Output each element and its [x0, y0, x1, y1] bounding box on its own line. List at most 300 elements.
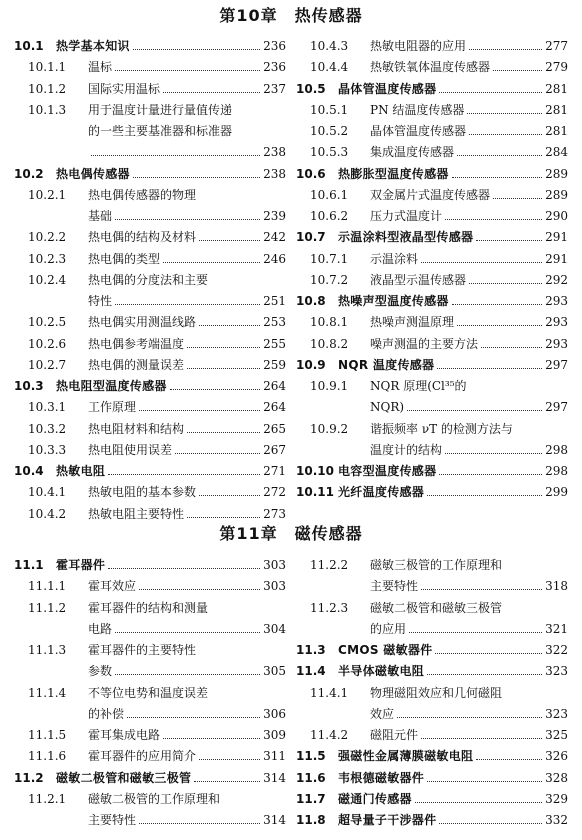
page-number: 318	[545, 579, 568, 594]
toc-entry-line[interactable]	[296, 746, 568, 767]
entry-title: 磁通门传感器	[338, 791, 412, 806]
page-number: 332	[545, 813, 568, 827]
section-number: 10.5.3	[310, 145, 349, 160]
page-number: 303	[263, 558, 286, 572]
toc-entry-line[interactable]	[296, 683, 568, 704]
toc-entry-line[interactable]	[14, 725, 286, 746]
entry-title: 霍耳器件	[56, 558, 106, 572]
entry-title: NQR 原理(Cl³⁵的	[370, 379, 467, 393]
page-number: 264	[263, 379, 286, 393]
toc-entry-line[interactable]	[14, 270, 286, 291]
chapter-10-right-column	[296, 36, 568, 504]
section-number: 11.1.1	[28, 579, 67, 594]
dot-leader	[115, 70, 260, 71]
section-number: 11.2.2	[310, 558, 349, 572]
toc-entry-line[interactable]	[14, 440, 286, 461]
entry-title: 热敏电阻主要特性	[88, 506, 185, 521]
page-number: 291	[545, 230, 568, 245]
section-number: 10.2.4	[28, 272, 67, 287]
toc-entry-line[interactable]	[14, 206, 286, 227]
dot-leader	[469, 283, 542, 284]
page-number: 298	[545, 464, 568, 478]
section-number: 10.8.2	[310, 336, 349, 351]
page-number: 238	[263, 145, 286, 160]
toc-entry-line[interactable]	[14, 704, 286, 725]
dot-leader	[194, 781, 260, 782]
page-number: 323	[545, 706, 568, 721]
section-number: 10.1.1	[28, 60, 67, 75]
dot-leader	[469, 134, 542, 135]
entry-title: 磁敏二极管和磁敏三极管	[56, 770, 192, 785]
toc-entry-line[interactable]	[296, 291, 568, 312]
entry-title: 的一些主要基准器和标准器	[88, 124, 233, 138]
section-number: 10.6	[296, 166, 326, 181]
toc-entry-line[interactable]	[14, 397, 286, 418]
page-number: 304	[263, 621, 286, 636]
entry-title: 液晶型示温传感器	[370, 272, 467, 287]
dot-leader	[108, 568, 260, 569]
entry-title: 示温涂料型液晶型传感器	[338, 230, 474, 245]
page-number: 297	[545, 400, 568, 415]
dot-leader	[187, 347, 260, 348]
toc-entry-line[interactable]	[296, 725, 568, 746]
section-number: 10.2.6	[28, 336, 67, 351]
entry-title: 谐振频率 νT 的检测方法与	[370, 421, 513, 436]
toc-entry-line[interactable]	[296, 142, 568, 163]
entry-title: 热电阻材料和结构	[88, 421, 185, 436]
section-number: 10.8.1	[310, 315, 349, 330]
toc-entry-line[interactable]	[296, 334, 568, 355]
dot-leader	[435, 653, 542, 654]
toc-entry-line[interactable]	[296, 661, 568, 682]
entry-title: 主要特性	[370, 579, 419, 594]
entry-title: 示温涂料	[370, 251, 419, 266]
page-number: 271	[263, 464, 286, 478]
page-number: 284	[545, 145, 568, 160]
page-number: 314	[263, 770, 286, 785]
chapter-11-left-column	[14, 555, 286, 831]
dot-leader	[493, 198, 542, 199]
dot-leader	[139, 823, 260, 824]
entry-title: 强磁性金属薄膜磁敏电阻	[338, 749, 474, 764]
entry-title: 热噪声测温原理	[370, 315, 455, 330]
entry-title: 工作原理	[88, 400, 137, 415]
dot-leader	[187, 517, 260, 518]
toc-entry-line[interactable]	[14, 746, 286, 767]
entry-title: 双金属片式温度传感器	[370, 187, 491, 202]
dot-leader	[133, 49, 260, 50]
dot-leader	[421, 738, 542, 739]
toc-entry-line[interactable]	[14, 598, 286, 619]
toc-entry-line[interactable]	[296, 57, 568, 78]
entry-title: 热噪声型温度传感器	[338, 294, 449, 308]
page-number: 281	[545, 102, 568, 117]
section-number: 11.4	[296, 664, 326, 679]
dot-leader	[199, 240, 260, 241]
toc-entry-line[interactable]	[14, 504, 286, 525]
toc-entry-line[interactable]	[14, 142, 286, 163]
entry-title: 热敏电阻器的应用	[370, 39, 467, 53]
page-number: 325	[545, 728, 568, 742]
page-number: 281	[545, 124, 568, 138]
dot-leader	[439, 92, 542, 93]
section-number: 10.1	[14, 39, 44, 53]
dot-leader	[476, 759, 542, 760]
entry-title: 光纤温度传感器	[338, 485, 425, 500]
section-number: 11.2.1	[28, 791, 67, 806]
dot-leader	[139, 410, 260, 411]
section-number: 10.3.2	[28, 421, 67, 436]
toc-entry-line[interactable]	[14, 164, 286, 185]
page-number: 272	[263, 485, 286, 500]
toc-entry-line[interactable]	[296, 576, 568, 597]
entry-title: 半导体磁敏电阻	[338, 664, 425, 679]
page-number: 290	[545, 209, 568, 223]
toc-entry-line[interactable]	[14, 576, 286, 597]
page-number: 293	[545, 294, 568, 308]
entry-title: 晶体管温度传感器	[370, 124, 467, 138]
entry-title: 参数	[88, 664, 113, 679]
entry-title: 磁敏三极管的工作原理和	[370, 558, 503, 572]
page-number: 253	[263, 315, 286, 330]
page-number: 236	[263, 60, 286, 75]
section-number: 10.5	[296, 81, 326, 96]
toc-entry-line[interactable]	[14, 249, 286, 270]
section-number: 10.2.3	[28, 251, 67, 266]
page-number: 309	[263, 728, 286, 742]
section-number: 10.7.2	[310, 272, 349, 287]
toc-entry-line[interactable]	[296, 598, 568, 619]
dot-leader	[439, 474, 542, 475]
dot-leader	[457, 155, 542, 156]
dot-leader	[452, 304, 542, 305]
section-number: 10.3.1	[28, 400, 67, 415]
section-number: 10.3	[14, 379, 44, 393]
entry-title: 压力式温度计	[370, 209, 443, 223]
entry-title: 热电偶传感器	[56, 166, 130, 181]
page-number: 329	[545, 791, 568, 806]
toc-entry-line[interactable]	[296, 810, 568, 831]
toc-entry-line[interactable]	[14, 482, 286, 503]
section-number: 10.4.3	[310, 39, 349, 53]
section-number: 11.7	[296, 791, 326, 806]
entry-title: 热电偶实用测温线路	[88, 315, 197, 330]
toc-entry-line[interactable]	[296, 555, 568, 576]
dot-leader	[115, 632, 260, 633]
entry-title: 热电偶的结构及材料	[88, 230, 197, 245]
entry-title: 物理磁阻效应和几何磁阻	[370, 685, 503, 700]
dot-leader	[139, 589, 260, 590]
entry-title: 特性	[88, 294, 113, 308]
dot-leader	[481, 347, 542, 348]
toc-entry-line[interactable]	[14, 661, 286, 682]
page-number: 239	[263, 209, 286, 223]
section-number: 10.6.2	[310, 209, 349, 223]
entry-title: 热电偶的类型	[88, 251, 161, 266]
page-number: 237	[263, 81, 286, 96]
dot-leader	[439, 823, 542, 824]
entry-title: 效应	[370, 706, 395, 721]
page-number: 311	[263, 749, 286, 764]
dot-leader	[421, 589, 542, 590]
chapter-11-right-column	[296, 555, 568, 831]
page-number: 298	[545, 442, 568, 457]
page-number: 303	[263, 579, 286, 594]
section-number: 10.7.1	[310, 251, 349, 266]
dot-leader	[415, 802, 542, 803]
dot-leader	[163, 262, 260, 263]
toc-entry-line[interactable]	[14, 291, 286, 312]
section-number: 10.7	[296, 230, 326, 245]
toc-entry-line[interactable]	[14, 419, 286, 440]
toc-entry-line[interactable]	[14, 640, 286, 661]
dot-leader	[397, 717, 542, 718]
section-number: 10.2.2	[28, 230, 67, 245]
entry-title: 噪声测温的主要方法	[370, 336, 479, 351]
section-number: 10.5.2	[310, 124, 349, 138]
toc-entry-line[interactable]	[14, 461, 286, 482]
toc-entry-line[interactable]	[14, 334, 286, 355]
entry-title: 热敏电阻	[56, 464, 106, 478]
toc-entry-line[interactable]	[296, 355, 568, 376]
section-number: 11.1.3	[28, 643, 67, 657]
page-number: 267	[263, 442, 286, 457]
entry-title: NQR 温度传感器	[338, 357, 435, 372]
page-number: 246	[263, 251, 286, 266]
dot-leader	[199, 495, 260, 496]
toc-entry-line[interactable]	[296, 36, 568, 57]
toc-entry-line[interactable]	[14, 57, 286, 78]
page-number: 305	[263, 664, 286, 679]
entry-title: 超导量子干涉器件	[338, 813, 437, 827]
section-number: 11.4.1	[310, 685, 349, 700]
section-number: 10.2.1	[28, 187, 67, 202]
toc-entry-line[interactable]	[14, 227, 286, 248]
entry-title: 的补偿	[88, 706, 125, 721]
dot-leader	[108, 474, 260, 475]
entry-title: 国际实用温标	[88, 81, 161, 96]
page-number: 273	[263, 506, 286, 521]
section-number: 11.2	[14, 770, 44, 785]
dot-leader	[175, 453, 260, 454]
section-number: 11.1.2	[28, 600, 67, 615]
toc-entry-line[interactable]	[14, 376, 286, 397]
toc-entry-line[interactable]	[296, 79, 568, 100]
dot-leader	[115, 304, 260, 305]
toc-entry-line[interactable]	[14, 185, 286, 206]
dot-leader	[457, 325, 542, 326]
section-number: 10.4	[14, 464, 44, 478]
toc-entry-line[interactable]	[14, 789, 286, 810]
toc-entry-line[interactable]	[14, 355, 286, 376]
section-number: 10.1.3	[28, 102, 67, 117]
toc-entry-line[interactable]	[14, 683, 286, 704]
dot-leader	[467, 113, 542, 114]
entry-title: PN 结温度传感器	[370, 102, 465, 117]
page-number: 293	[545, 336, 568, 351]
section-number: 11.4.2	[310, 728, 349, 742]
dot-leader	[133, 177, 260, 178]
dot-leader	[199, 325, 260, 326]
section-number: 11.8	[296, 813, 326, 827]
toc-entry-line[interactable]	[296, 121, 568, 142]
dot-leader	[199, 759, 260, 760]
page-number: 297	[545, 357, 568, 372]
section-number: 10.4.4	[310, 60, 349, 75]
dot-leader	[452, 177, 542, 178]
chapter-10-left-column	[14, 36, 286, 525]
entry-title: 热敏铁氧体温度传感器	[370, 60, 491, 75]
entry-title: 基础	[88, 209, 113, 223]
page-number: 289	[545, 187, 568, 202]
section-number: 10.11	[296, 485, 334, 500]
section-number: 10.2	[14, 166, 44, 181]
toc-entry-line[interactable]	[296, 227, 568, 248]
section-number: 10.5.1	[310, 102, 349, 117]
dot-leader	[127, 717, 260, 718]
entry-title: 霍耳器件的主要特性	[88, 643, 197, 657]
entry-title: 热电阻型温度传感器	[56, 379, 167, 393]
section-number: 10.4.2	[28, 506, 67, 521]
dot-leader	[115, 219, 260, 220]
entry-title: 集成温度传感器	[370, 145, 455, 160]
page-number: 277	[545, 39, 568, 53]
dot-leader	[493, 70, 542, 71]
section-number: 10.9.2	[310, 421, 349, 436]
page-number: 236	[263, 39, 286, 53]
dot-leader	[170, 389, 260, 390]
toc-entry-line[interactable]	[296, 419, 568, 440]
section-number: 11.1.4	[28, 685, 67, 700]
chapter-10-title: 第10章 热传感器	[219, 6, 363, 25]
chapter-11-title: 第11章 磁传感器	[219, 524, 363, 543]
section-number: 10.4.1	[28, 485, 67, 500]
entry-title: 磁敏二极管的工作原理和	[88, 791, 221, 806]
toc-entry-line[interactable]	[296, 376, 568, 397]
toc-entry-line[interactable]	[296, 164, 568, 185]
page-number: 293	[545, 315, 568, 330]
toc-entry-line[interactable]	[14, 619, 286, 640]
dot-leader	[163, 92, 260, 93]
entry-title: 霍耳器件的结构和测量	[88, 600, 209, 615]
toc-entry-line[interactable]	[14, 79, 286, 100]
page-number: 251	[263, 294, 286, 308]
toc-entry-line[interactable]	[296, 619, 568, 640]
toc-entry-line[interactable]	[14, 36, 286, 57]
dot-leader	[187, 432, 260, 433]
toc-entry-line[interactable]	[14, 121, 286, 142]
page-number: 242	[263, 230, 286, 245]
entry-title: 霍耳器件的应用简介	[88, 749, 197, 764]
section-number: 11.2.3	[310, 600, 349, 615]
section-number: 10.10	[296, 464, 334, 478]
page-number: 279	[545, 60, 568, 75]
dot-leader	[445, 219, 542, 220]
toc-entry-line[interactable]	[296, 249, 568, 270]
entry-title: 磁阻元件	[370, 728, 419, 742]
entry-title: 热电偶的测量误差	[88, 357, 185, 372]
page-number: 322	[545, 643, 568, 657]
dot-leader	[437, 368, 542, 369]
entry-title: 磁敏二极管和磁敏三极管	[370, 600, 503, 615]
toc-entry-line[interactable]	[14, 312, 286, 333]
section-number: 10.8	[296, 294, 326, 308]
entry-title: 韦根德磁敏器件	[338, 770, 425, 785]
entry-title: 晶体管温度传感器	[338, 81, 437, 96]
toc-entry-line[interactable]	[296, 768, 568, 789]
page-number: 314	[263, 813, 286, 827]
toc-entry-line[interactable]	[296, 704, 568, 725]
entry-title: 电容型温度传感器	[338, 464, 437, 478]
section-number: 10.2.7	[28, 357, 67, 372]
page-number: 321	[545, 621, 568, 636]
entry-title: 热敏电阻的基本参数	[88, 485, 197, 500]
page-number: 265	[263, 421, 286, 436]
dot-leader	[91, 155, 260, 156]
toc-entry-line[interactable]	[14, 100, 286, 121]
page-number: 264	[263, 400, 286, 415]
toc-entry-line[interactable]	[296, 312, 568, 333]
dot-leader	[427, 781, 542, 782]
dot-leader	[163, 738, 260, 739]
page-number: 306	[263, 706, 286, 721]
toc-entry-line[interactable]	[14, 555, 286, 576]
entry-title: 热学基本知识	[56, 39, 130, 53]
entry-title: 霍耳效应	[88, 579, 137, 594]
section-number: 10.9.1	[310, 379, 349, 393]
toc-entry-line[interactable]	[296, 461, 568, 482]
entry-title: 热电偶参考端温度	[88, 336, 185, 351]
section-number: 10.3.3	[28, 442, 67, 457]
section-number: 10.6.1	[310, 187, 349, 202]
toc-entry-line[interactable]	[296, 789, 568, 810]
toc-entry-line[interactable]	[14, 768, 286, 789]
section-number: 11.3	[296, 643, 326, 657]
toc-entry-line[interactable]	[296, 100, 568, 121]
page-number: 289	[545, 166, 568, 181]
entry-title: 的应用	[370, 621, 407, 636]
page-number: 238	[263, 166, 286, 181]
dot-leader	[421, 262, 542, 263]
entry-title: 热膨胀型温度传感器	[338, 166, 449, 181]
toc-entry-line[interactable]	[296, 206, 568, 227]
entry-title: 热电偶的分度法和主要	[88, 272, 209, 287]
page-number: 255	[263, 336, 286, 351]
entry-title: 温度计的结构	[370, 442, 443, 457]
dot-leader	[469, 49, 542, 50]
entry-title: CMOS 磁敏器件	[338, 643, 433, 657]
section-number: 11.1	[14, 558, 44, 572]
page-number: 299	[545, 485, 568, 500]
section-number: 11.1.5	[28, 728, 67, 742]
dot-leader	[427, 495, 542, 496]
section-number: 10.2.5	[28, 315, 67, 330]
toc-entry-line[interactable]	[296, 482, 568, 503]
dot-leader	[407, 410, 542, 411]
entry-title: 电路	[88, 621, 113, 636]
section-number: 11.5	[296, 749, 326, 764]
entry-title: 不等位电势和温度误差	[88, 685, 209, 700]
toc-entry-line[interactable]	[296, 640, 568, 661]
toc-entry-line[interactable]	[296, 397, 568, 418]
page-number: 323	[545, 664, 568, 679]
toc-entry-line[interactable]	[296, 440, 568, 461]
toc-entry-line[interactable]	[14, 810, 286, 831]
entry-title: 主要特性	[88, 813, 137, 827]
section-number: 10.1.2	[28, 81, 67, 96]
toc-entry-line[interactable]	[296, 185, 568, 206]
toc-entry-line[interactable]	[296, 270, 568, 291]
